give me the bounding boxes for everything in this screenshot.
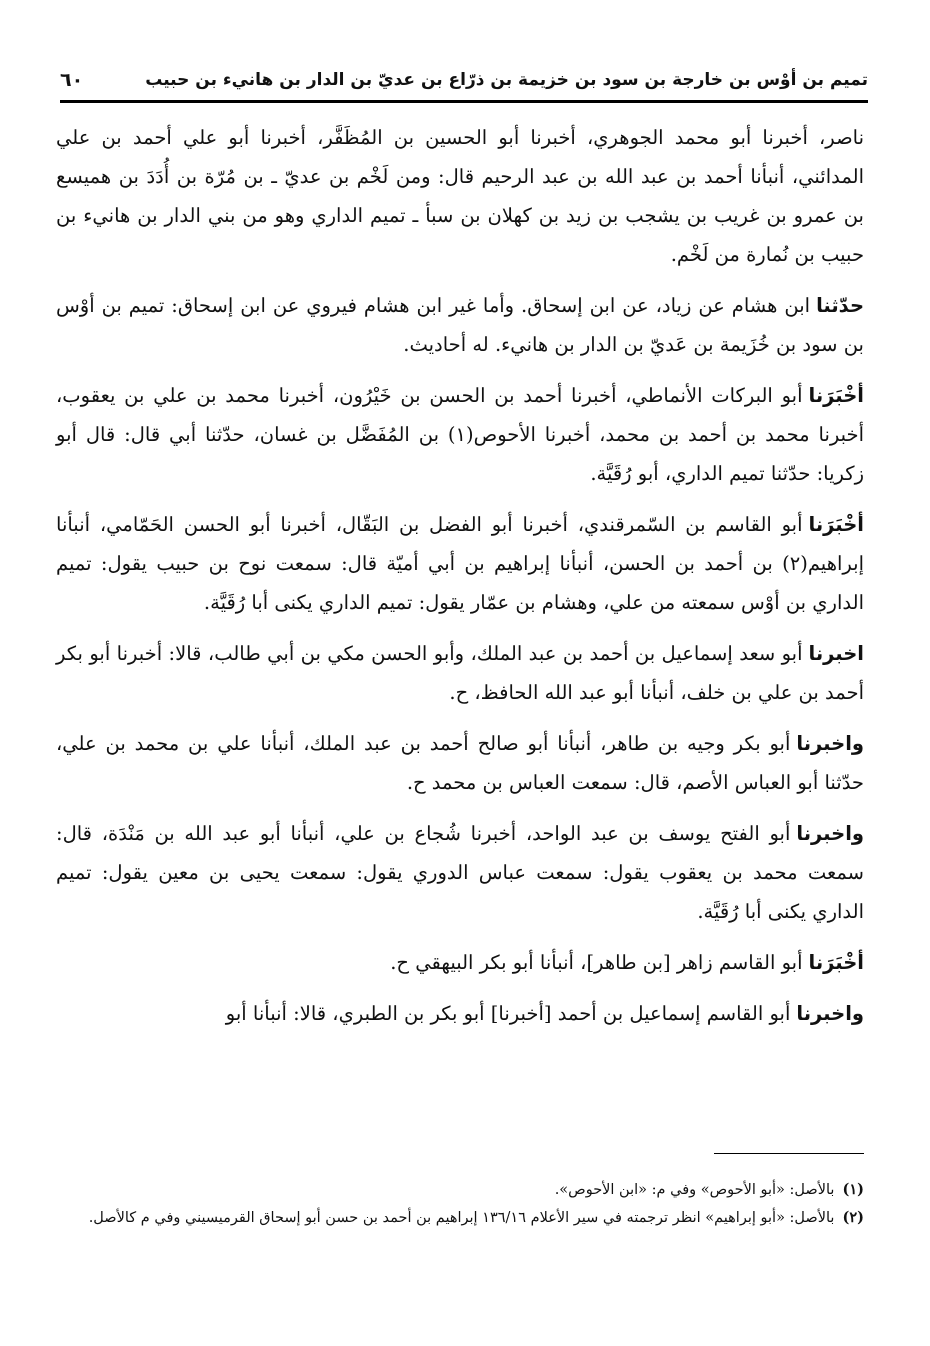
paragraph-text: ناصر، أخبرنا أبو محمد الجوهري، أخبرنا أبو الحسين بن المُظَفَّر، أخبرنا أبو علي أحمد بن علي المدائني، أنبأنا أحمد بن عبد الله بن عبد الرحيم قال: ومن لَخْم بن عديّ ـ بن مُرّة بن أُدَدَ بن هميسع بن عمرو بن غريب بن يشجب بن زيد بن كهلان بن سبأ ـ تميم الداري وهو من بني الدار بن هانيء بن حبيب بن نُمارة من لَخْم. [56,126,864,266]
footnote-text: بالأصل: «أبو إبراهيم» انظر ترجمته في سير الأعلام ١٣٦/١٦ إبراهيم بن أحمد بن حسن أبو إسحاق القرميسيني وفي م كالأصل. [88,1210,835,1226]
paragraph-text: أبو سعد إسماعيل بن أحمد بن عبد الملك، وأبو الحسن مكي بن أبي طالب، قالا: أخبرنا أبو بكر أحمد بن علي بن خلف، أنبأنا أبو عبد الله الحافظ، ح. [56,642,864,704]
paragraph-lead: واخبرنا [796,732,864,755]
paragraph [56,505,864,622]
paragraph-lead: حدّثنا [816,294,864,317]
running-title: تميم بن أوْس بن خارجة بن سود بن خزيمة بن ذرّاع بن عديّ بن الدار بن هانيء بن حبيب [145,70,868,90]
paragraph-text: أبو الفتح يوسف بن عبد الواحد، أخبرنا شُجاع بن علي، أنبأنا أبو عبد الله بن مَنْدَة، قال: سمعت محمد بن يعقوب يقول: سمعت عباس الدوري يقول: سمعت يحيى بن معين يقول: تميم الداري يكنى أبا رُقَيَّة. [56,822,864,923]
paragraph [56,634,864,712]
paragraph-text: أبو القاسم بن السّمرقندي، أخبرنا أبو الفضل بن البَقّال، أخبرنا أبو الحسن الحَمّامي، أنبأنا إبراهيم(٢) بن أحمد بن الحسن، أنبأنا إبراهيم بن أبي أميّة قال: سمعت نوح بن حبيب يقول: تميم الداري بن أوْس سمعته من علي، وهشام بن عمّار يقول: تميم الداري يكنى أبا رُقَيَّة. [56,513,864,614]
paragraph-lead: واخبرنا [796,1002,864,1025]
paragraph-lead: اخبرنا [808,642,864,665]
paragraph [56,994,864,1033]
paragraph-text: أبو القاسم إسماعيل بن أحمد [أخبرنا] أبو بكر بن الطبري، قالا: أنبأنا أبو [225,1002,791,1025]
paragraph [56,724,864,802]
footnote [56,1176,864,1204]
paragraph [56,814,864,931]
paragraph-lead: أخْبَرَنا [808,951,864,974]
paragraph [56,376,864,493]
footnote-number: (١) [842,1181,864,1198]
paragraph-text: أبو بكر وجيه بن طاهر، أنبأنا أبو صالح أحمد بن عبد الملك، أنبأنا علي بن محمد بن علي، حدّثنا أبو العباس الأصم، قال: سمعت العباس بن محمد ح. [56,732,864,794]
paragraph [56,286,864,364]
page-number: ٦٠ [60,69,84,91]
paragraph-lead: أخْبَرَنا [808,384,864,407]
paragraph [56,943,864,982]
footnotes [56,1176,864,1232]
running-header [60,62,868,98]
paragraph-lead: أخْبَرَنا [808,513,864,536]
header-rule [60,100,868,103]
footnote-text: بالأصل: «أبو الأحوص» وفي م: «ابن الأحوص». [554,1182,835,1198]
paragraph-lead: واخبرنا [796,822,864,845]
paragraph-text: ابن هشام عن زياد، عن ابن إسحاق. وأما غير ابن هشام فيروي عن ابن إسحاق: تميم بن أوْس بن سود بن خُزَيمة بن عَديّ بن الدار بن هانيء. له أحاديث. [56,294,864,356]
footnote-rule [714,1153,864,1154]
footnote-number: (٢) [842,1209,864,1226]
paragraph [56,118,864,274]
main-text [56,118,864,1045]
footnote [56,1204,864,1232]
paragraph-text: أبو القاسم زاهر [بن طاهر]، أنبأنا أبو بكر البيهقي ح. [390,951,803,974]
paragraph-text: أبو البركات الأنماطي، أخبرنا أحمد بن الحسن بن خَيْرُون، أخبرنا محمد بن علي بن يعقوب، أخبرنا محمد بن أحمد بن محمد، أخبرنا الأحوص(١) بن المُفَضَّل بن غسان، حدّثنا أبي قال: قال أبو زكريا: حدّثنا تميم الداري، أبو رُقَيَّة. [56,384,864,485]
